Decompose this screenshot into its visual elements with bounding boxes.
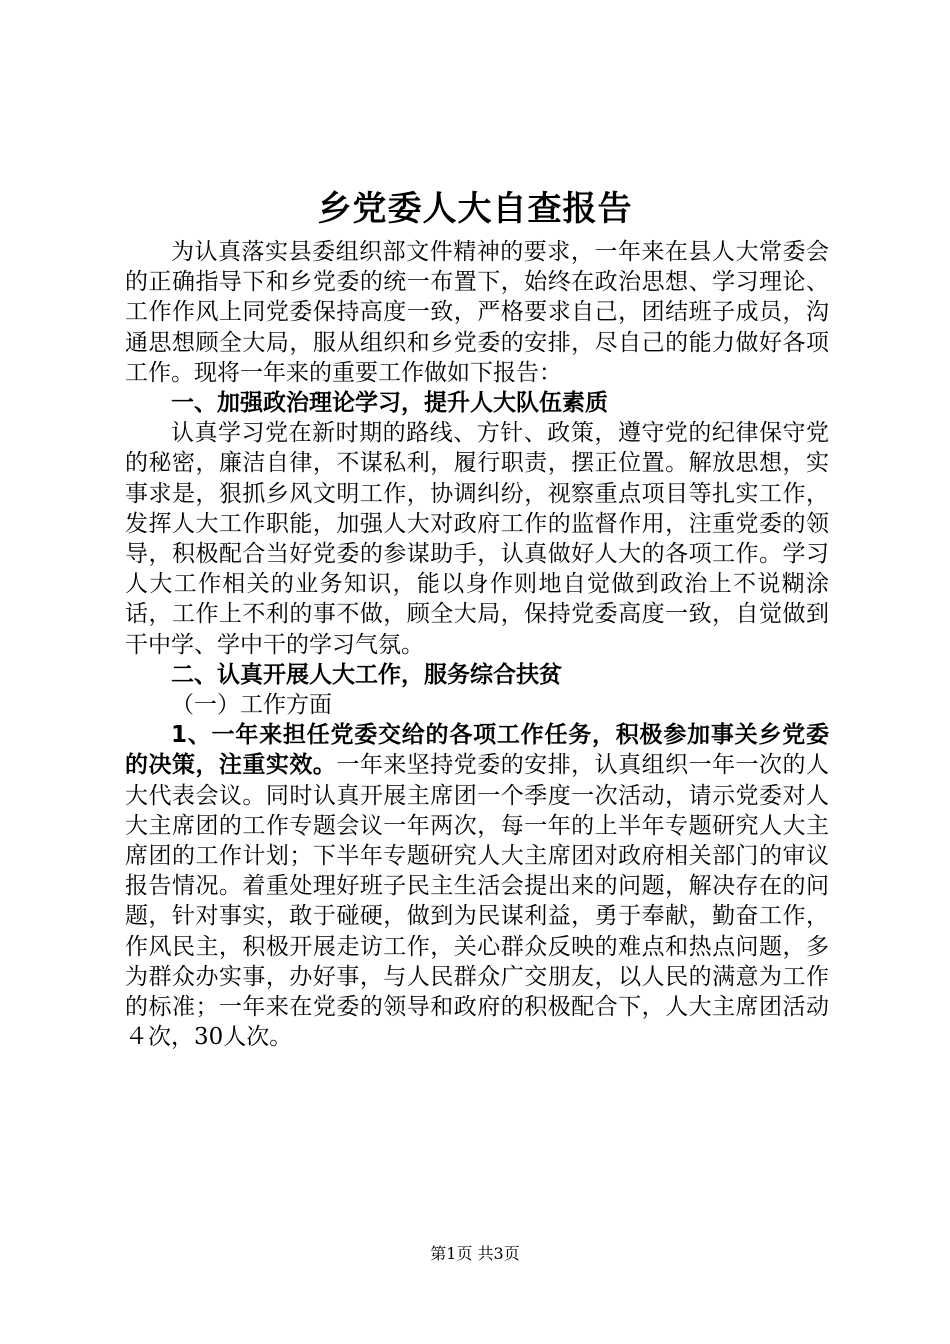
section-1-heading: 一、加强政治理论学习，提升人大队伍素质 <box>171 390 608 417</box>
document-title: 乡党委人大自查报告 <box>317 189 633 229</box>
section-2-heading: 二、认真开展人大工作，服务综合扶贫 <box>171 661 562 688</box>
item-1-paragraph <box>125 720 829 1052</box>
intro-paragraph: 为认真落实县委组织部文件精神的要求，一年来在县人大常委会的正确指导下和乡党委的统一布置下，始终在政治思想、学习理论、工作作风上同党委保持高度一致，严格要求自己，团结班子成员，沟通思想顾全大局，服从组织和乡党委的安排，尽自己的能力做好各项工作。现将一年来的重要工作做如下报告： <box>125 239 829 386</box>
section-1-paragraph: 认真学习党在新时期的路线、方针、政策，遵守党的纪律保守党的秘密，廉洁自律，不谋私利，履行职责，摆正位置。解放思想，实事求是，狠抓乡风文明工作，协调纠纷，视察重点项目等扎实工作，发挥人大工作职能，加强人大对政府工作的监督作用，注重党委的领导，积极配合当好党委的参谋助手，认真做好人大的各项工作。学习人大工作相关的业务知识，能以身作则地自觉做到政治上不说糊涂话，工作上不利的事不做，顾全大局，保持党委高度一致，自觉做到干中学、学中干的学习气氛。 <box>125 420 829 658</box>
item-1-body: 一年来坚持党委的安排，认真组织一年一次的人大代表会议。同时认真开展主席团一个季度一次活动，请示党委对人大主席团的工作专题会议一年两次，每一年的上半年专题研究人大主席团的工作计划；下半年专题研究人大主席团对政府相关部门的审议报告情况。着重处理好班子民主生活会提出来的问题，解决存在的问题，针对事实，敢于碰硬，做到为民谋利益，勇于奉献，勤奋工作，作风民主，积极开展走访工作，关心群众反映的难点和热点问题，多为群众办实事，办好事，与人民群众广交朋友，以人民的满意为工作的标准；一年来在党委的领导和政府的积极配合下，人大主席团活动４次，30人次。 <box>125 752 830 1051</box>
document-body <box>125 237 829 1052</box>
subsection-1-heading: （一）工作方面 <box>171 692 332 719</box>
page-footer: 第1页 共3页 <box>430 1244 520 1263</box>
item-1-lead: 1、一年来担任党委交给的各项工作任务，积极参加事关乡党委的决策，注重实效。 <box>125 722 829 779</box>
